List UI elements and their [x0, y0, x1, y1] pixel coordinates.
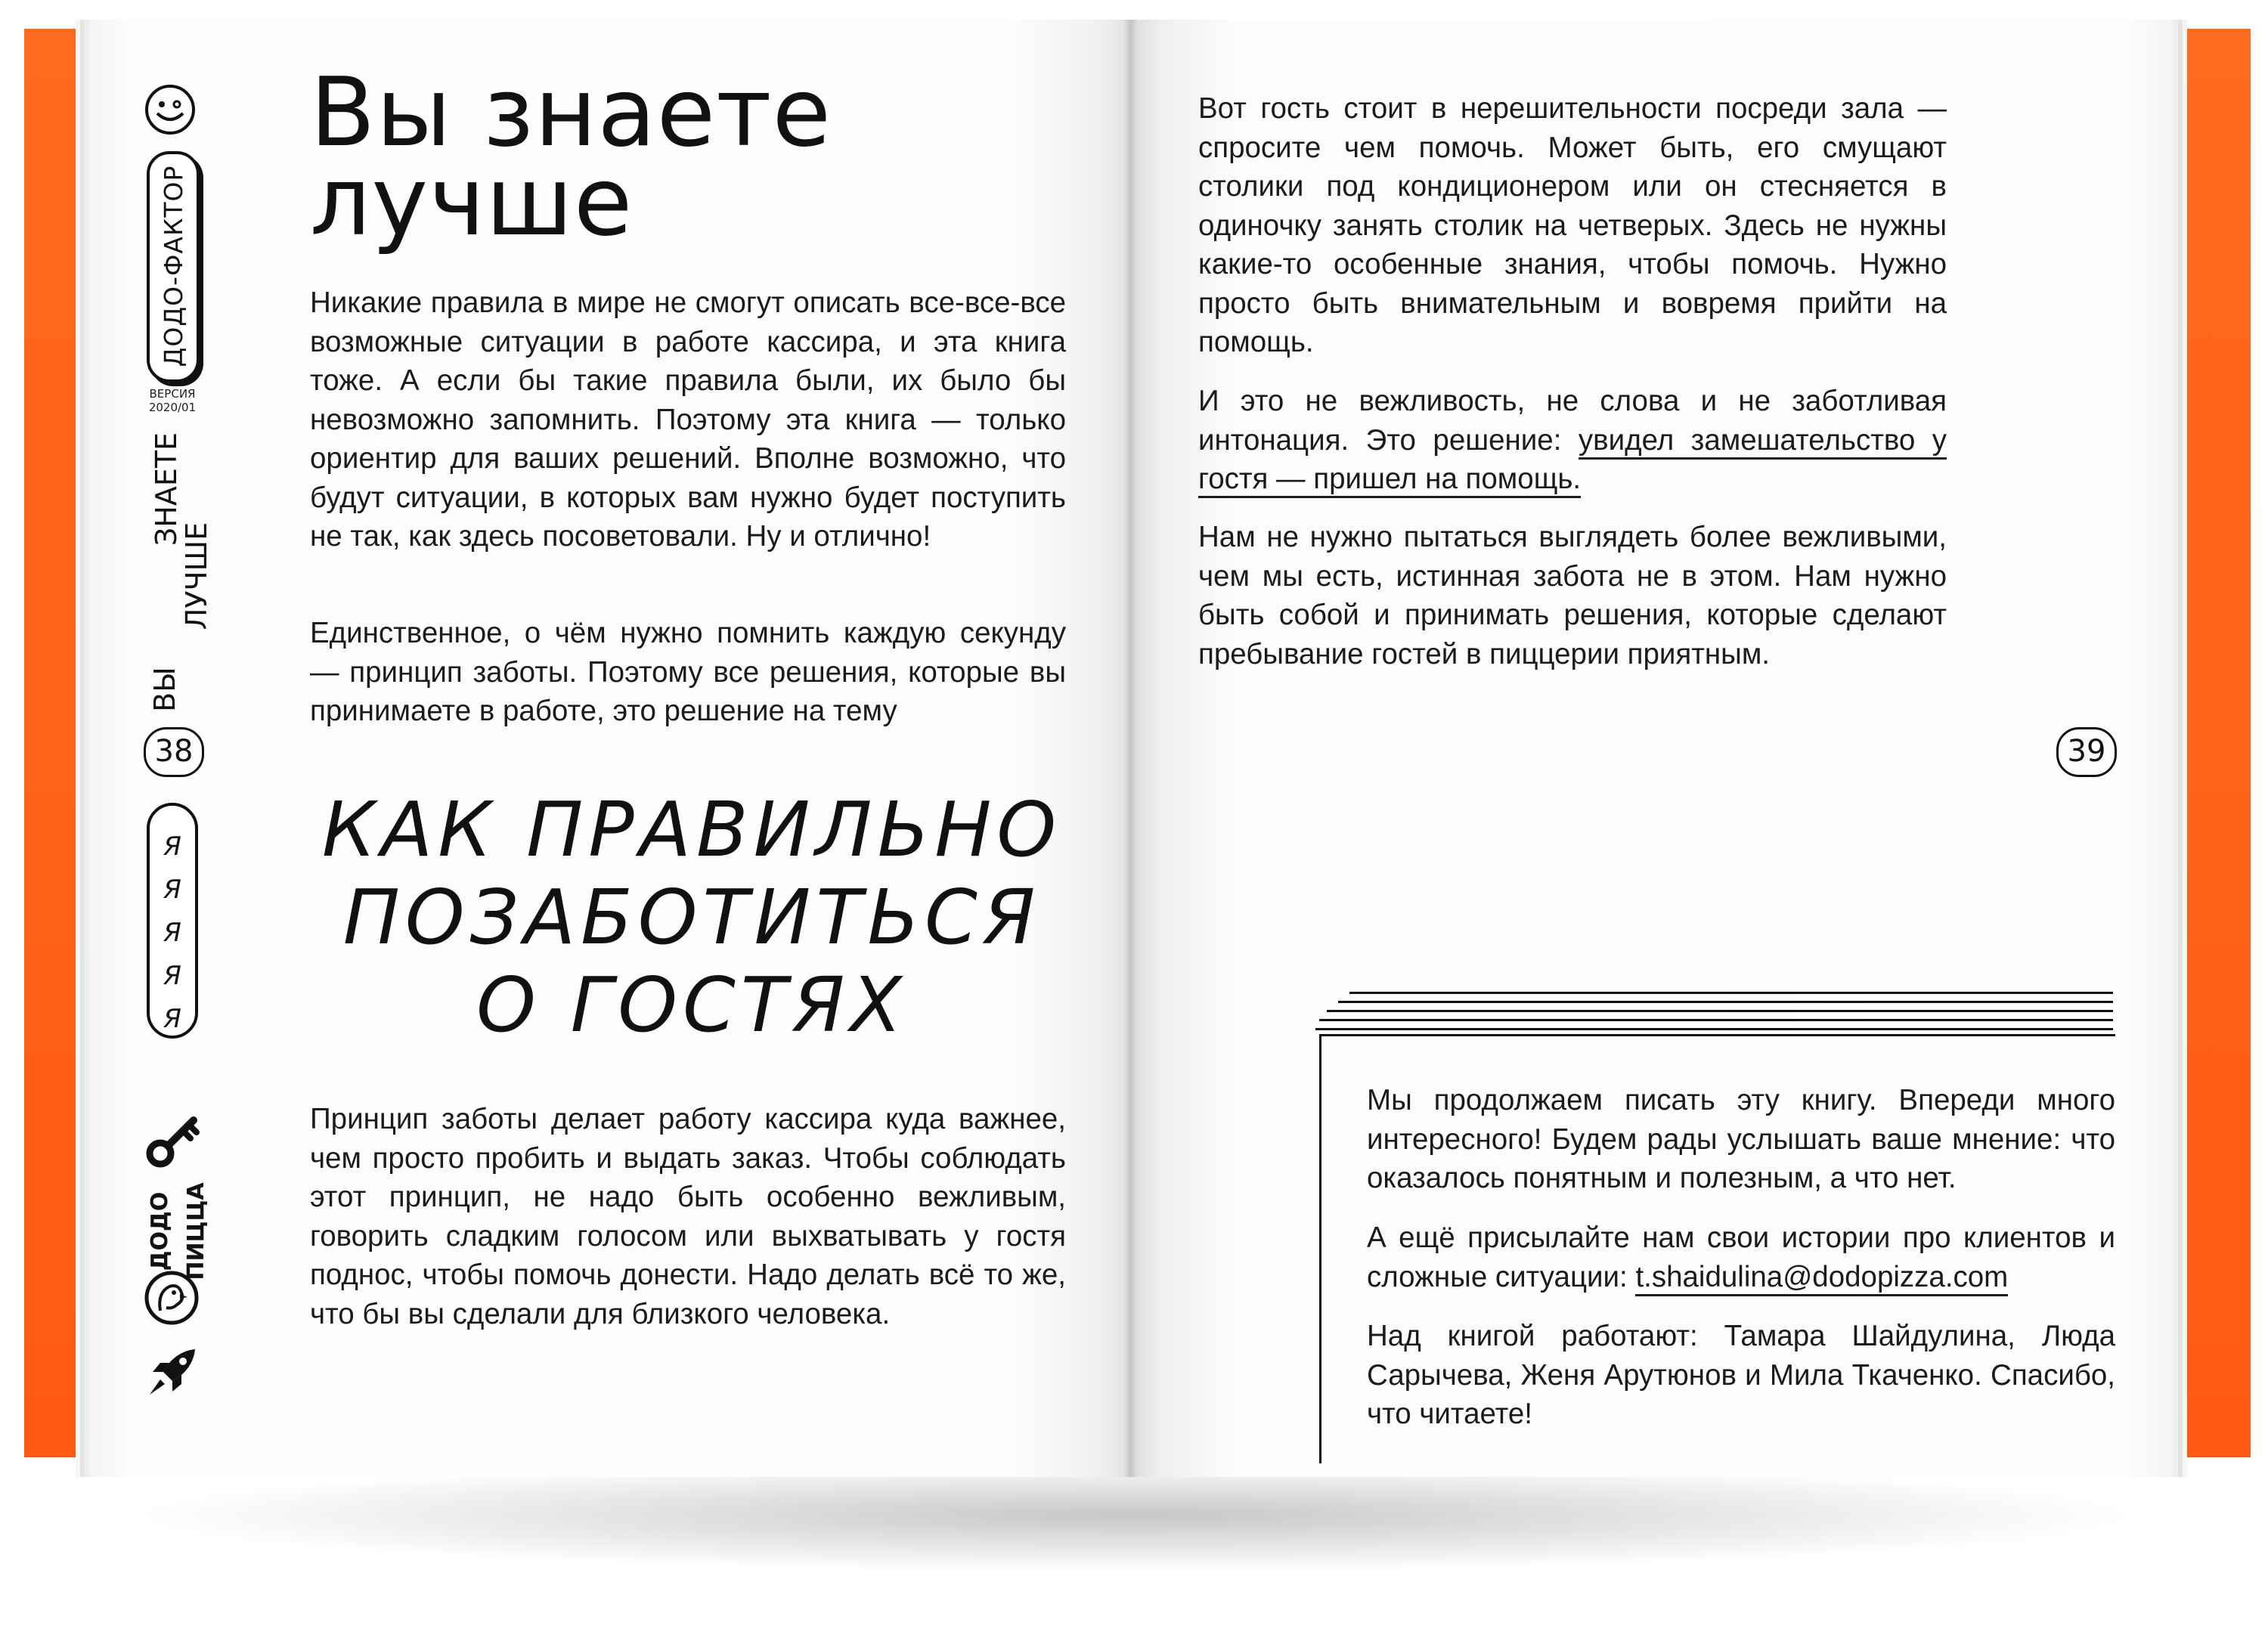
- note-paragraph-3: Над книгой работают: Тамара Шайдулина, Люда Сарычева, Женя Арутюнов и Мила Ткаченко. Спасибо, что читаете!: [1367, 1320, 2115, 1430]
- headline-line: КАК ПРАВИЛЬНО: [321, 785, 1062, 874]
- note-paragraph-2: [1367, 1218, 2115, 1296]
- headline-line: О ГОСТЯХ: [476, 961, 907, 1049]
- ya-letter: Я: [163, 918, 181, 948]
- page-number-right: 39: [2056, 727, 2117, 777]
- page-title-line: Вы знаете: [310, 57, 832, 168]
- email-link[interactable]: t.shaidulina@dodopizza.com: [1635, 1261, 2008, 1296]
- brand-dodo: ДОДО: [147, 1191, 173, 1271]
- book-gutter: [1123, 20, 1137, 1477]
- right-paragraph-2: [1198, 382, 1947, 499]
- highlight-phrase: увидел замешательство у гостя — пришел на помощь.: [1198, 424, 1947, 499]
- page-title: [310, 57, 990, 257]
- section-word-luchshe: ЛУЧШЕ: [180, 522, 213, 630]
- ya-letter: Я: [163, 831, 181, 862]
- ya-letter: Я: [163, 961, 181, 991]
- section-word-znaete: ЗНАЕТЕ: [150, 432, 183, 547]
- brand-pizza: ПИЦЦА: [183, 1182, 209, 1280]
- left-paragraph-3: Принцип заботы делает работу кассира куда важнее, чем просто пробить и выдать заказ. Чтобы соблюдать этот принцип, не надо быть особенно вежливым, говорить сладким голосом или выхватывать у гостя поднос, чтобы помочь донести. Надо делать всё то же, что бы вы сделали для близкого человека.: [310, 1103, 1066, 1330]
- left-sidebar: [136, 76, 227, 1398]
- page-number-left: 38: [144, 727, 204, 777]
- left-paragraph-2: Единственное, о чём нужно помнить каждую секунду — принцип заботы. Поэтому все решения, которые вы принимаете в работе, это решение на тему: [310, 617, 1066, 727]
- right-paragraph-3: Нам не нужно пытаться выглядеть более вежливыми, чем мы есть, истинная забота не в этом. Нам нужно быть собой и принимать решения, которые сделают пребывание гостей в пиццерии приятным.: [1198, 521, 1947, 670]
- ya-pill: [147, 803, 198, 1039]
- headline-line: ПОЗАБОТИТЬСЯ: [342, 873, 1041, 961]
- note-paragraph-1: Мы продолжаем писать эту книгу. Впереди много интересного! Будем рады услышать ваше мнение: что оказалось понятным и полезным, а что нет.: [1367, 1084, 2115, 1194]
- ya-letter: Я: [163, 1004, 181, 1034]
- section-word-vy: ВЫ: [148, 667, 181, 712]
- left-paragraph-1: Никакие правила в мире не смогут описать все-все-все возможные ситуации в работе кассира, и эта книга тоже. А если бы такие правила были, их было бы невозможно запомнить. Поэтому эта книга — только ориентир для ваших решений. Вполне возможно, что будут ситуации, в которых вам нужно будет поступить не так, как здесь посоветовали. Ну и отлично!: [310, 286, 1066, 553]
- headline: [287, 786, 1096, 1049]
- right-paragraph-2-text: И это не вежливость, не слова и не заботливая интонация. Это решение:: [1198, 385, 1947, 457]
- version-label: ВЕРСИЯ 2020/01: [148, 387, 197, 414]
- note-box-decor: [1315, 992, 2113, 1037]
- right-paragraph-1: Вот гость стоит в нерешительности посреди зала — спросите чем помочь. Может быть, его смущают столики под кондиционером или он стесняется в одиночку занять столик на четверых. Здесь не нужны какие-то особенные знания, чтобы помочь. Нужно просто быть внимательным и вовремя прийти на помощь.: [1198, 92, 1947, 358]
- page-title-line: лучше: [310, 146, 634, 257]
- key-icon: [144, 1111, 204, 1172]
- label-main: ДОДО-ФАКТОР: [159, 165, 188, 367]
- dodo-bird-icon: [144, 1270, 200, 1326]
- note-paragraph-2-text: А ещё присылайте нам свои истории про клиентов и сложные ситуации:: [1367, 1222, 2115, 1293]
- label-pill: [147, 151, 200, 382]
- rocket-icon: [142, 1342, 203, 1402]
- ya-letter: Я: [163, 875, 181, 905]
- smiley-icon: [144, 83, 197, 136]
